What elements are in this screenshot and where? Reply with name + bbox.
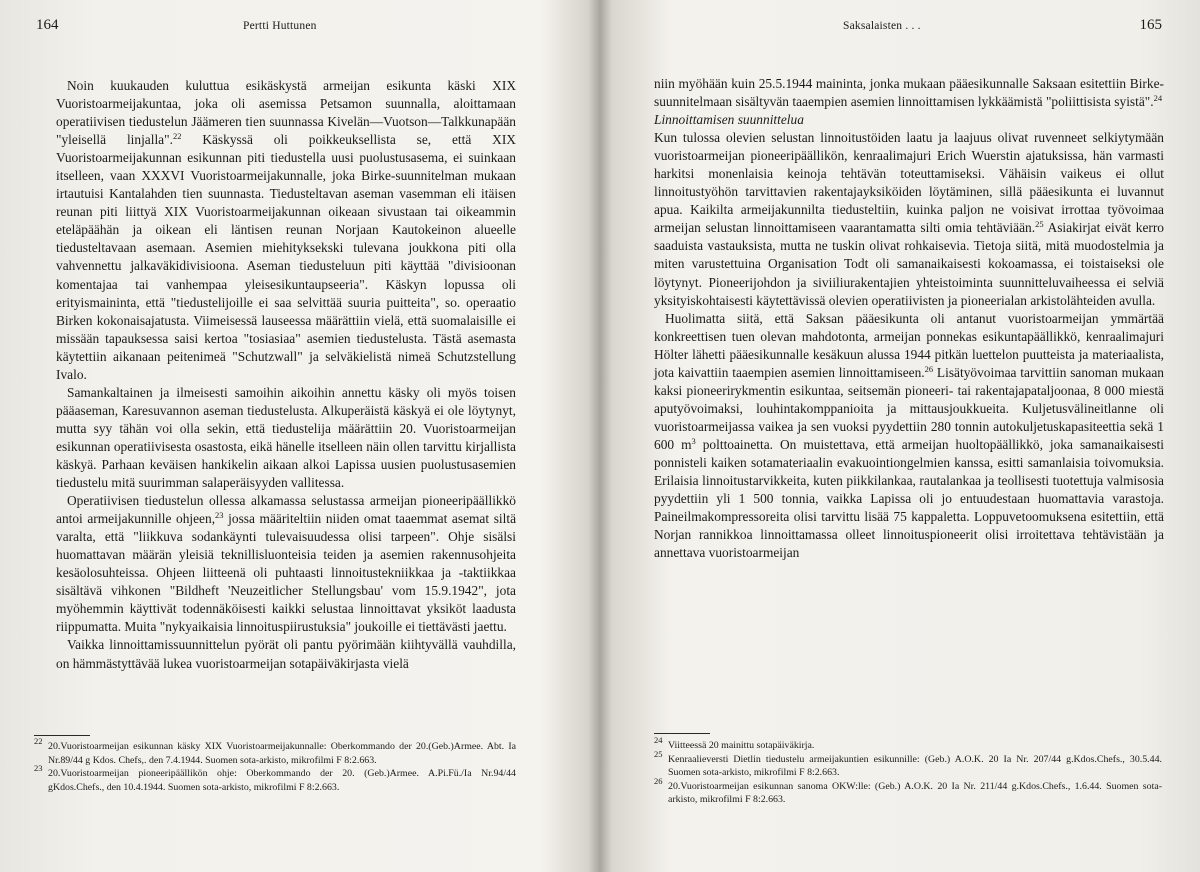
footnote: $^{25}$ Kenraalieversti Dietlin tiedustelu armeijakuntien esikunnille: (Geb.) A.O.K. 20 Ia Nr. 207/44 g.Kdos.Chefs., 30.5.44. Suomen sota-arkisto, mikrofilmi F 8:2.663. [654,748,1162,779]
page-number-left: 164 [36,17,59,33]
running-head-right: Saksalaisten . . . [843,20,921,32]
footnote-text: Viitteessä 20 mainittu sotapäiväkirja. [668,740,815,751]
paragraph [654,310,1164,563]
unit-superscript: 3 [691,435,696,446]
paragraph-text: Asiakirjat eivät kerro saaduista vastauksista, mutta ne tuskin olivat rohkaisevia. Tietoja siitä, mitä muodostelmia ja miten varustettuina Organisation Todt oli samanaikaisesti kokoamassa, ei toistaiseksi ole löytynyt. Pioneerijohdon ja siviiliurakentajien yhteistoiminta suunnitteluvaiheessa ei selviä yksityiskohtaisesti käytettävissä olevien operatiivisten ja pioneerialan arkistolähteiden avulla. [654,220,1165,308]
right-page-header [602,17,1200,37]
paragraph [56,492,516,636]
section-heading: Linnoittamisen suunnittelua [654,112,804,128]
footnote-text: 20.Vuoristoarmeijan esikunnan käsky XIX Vuoristoarmeijakunnalle: Oberkommando der 20.(Geb.)Armee. Abt. Ia Nr.89/44 g Kdos. Chefs,. den 7.4.1944. Suomen sota-arkisto, mikrofilmi F 8:2.663. [48,741,516,766]
running-head-left: Pertti Huttunen [243,20,317,32]
right-page-body [654,75,1164,562]
right-page [602,0,1200,872]
paragraph: Vaikka linnoittamissuunnittelun pyörät oli pantu pyörimään kiihtyvällä vauhdilla, on hämmästyttävää lukea vuoristoarmeijan sotapäiväkirjasta vielä [56,637,516,671]
footnote: $^{26}$ 20.Vuoristoarmeijan esikunnan sanoma OKW:lle: (Geb.) A.O.K. 20 Ia Nr. 211/44 g.Kdos.Chefs., 1.6.44. Suomen sota-arkisto, mikrofilmi F 8:2.663. [654,775,1162,806]
paragraph-text: Operatiivisen tiedustelun ollessa alkamassa selustassa armeijan pioneeripäällikkö antoi armeijakunnille ohjeen, [56,493,516,527]
paragraph-text: polttoainetta. On muistettava, että armeijan huoltopäällikkö, joka samanaikaisesti ponnisteli kaiken sotamateriaalin evakuointiongelmien kanssa, esitti samanlaisia toivomuksia. Erilaisia linnoitustarvikkeita, kuten piikkilankaa, rautalankaa ja teollisesti tuotettuja valmisosia pyydettiin yli 1 500 tonnia, vaikka Lapissa oli jo entuudestaan huomattavia varastoja. Paineilmakompressoreita olisi tarvittu lisää 75 kappaletta. Loppuvetoomuksena esitettiin, että Norjan rannikkoa linnoittamassa olleet linnoituspioneerit olisi irroitettava tehtävistään ja annettava vuoristoarmeijan [654,436,1164,561]
paragraph-text: Huolimatta siitä, että Saksan pääesikunta oli antanut vuoristoarmeijan ymmärtää konkreettisen tuen olevan mahdotonta, armeijan ponnekas esikuntapäällikkö, kenraalimajuri Hölter lähetti pääesikunnalle kesäkuun alussa 1944 pitkän luettelon puutteista ja materiaalista, jota kaivattiin taaempien asemien linnoittamiseen. [654,310,1164,380]
paragraph: Samankaltainen ja ilmeisesti samoihin aikoihin annettu käsky oli myös toisen pääaseman, Karesuvannon aseman tiedustelusta. Alkuperäistä käskyä ei ole löytynyt, mutta syy tähän voi olla sekin, että tiedustelija määrättiin 20. Vuoristoarmeijan esikunnan operatiivisesta osastosta, eikä hänelle itselleen näin ollen tarvittu kirjallista käskyä. Parhaan keväisen hankikelin aikaan alkoi Lapissa uusien puolustusasemien tiedustelu mitä suurimman salaperäisyyden vallitessa. [56,384,516,491]
left-page [0,0,598,872]
footnote-ref: 22 [172,131,182,142]
footnote: $^{24}$ Viitteessä 20 mainittu sotapäiväkirja. [654,735,815,751]
paragraph [654,75,1164,111]
footnote-text: Kenraalieversti Dietlin tiedustelu armeijakuntien esikunnille: (Geb.) A.O.K. 20 Ia Nr. 207/44 g.Kdos.Chefs., 30.5.44. Suomen sota-arkisto, mikrofilmi F 8:2.663. [668,753,1162,779]
footnote-ref: 24 [1153,93,1163,104]
paragraph-text: Lisätyövoimaa tarvittiin sanoman mukaan kaksi pioneerirykmentin esikuntaa, seitsemän pioneeri- tai rakentajapataljoonaa, 8 000 miestä aputyövoimaksi, louhintakomppanioita ja mittausjoukkueita. Kuljetusvälineitlanne oli vuoristoarmeijassa vaikea ja sen vuoksi pyydettiin 280 tonnin autokuljetuskapasiteettia sekä 1 600 m [654,364,1164,452]
paragraph-text: jossa määriteltiin niiden omat taaemmat asemat siltä varalta, että "liikkuva sodankäynti tulevaisuudessa olisi tarpeen". Ohje sisälsi huomattavan määrän yleisiä teknillisluonteisia teiden ja asemien rakennusohjeita kesäolosuhteissa. Ohjeen liitteenä oli puhtaasti linnoitustekniikkaa ja -taktiikkaa sisältävä vihkonen "Bildheft 'Neuzeitlicher Stellungsbau' vom 15.9.1942", jota myöhemmin käyttivät todennäköisesti kaikki selustaa linnoittavat yksiköt laadusta riippumatta. Muita "nykyaikaisia linnoituspiirustuksia" joukoille ei tiettävästi jaettu. [56,511,517,635]
paragraph-text: Käskyssä oli poikkeuksellista se, että XIX Vuoristoarmeijakunnan esikunnan piti tiedustella uusi puolustusasema, ei suinkaan itselleen, vaan XXXVI Vuoristoarmeijakunnalle, joka Birke-suunnitelman mukaan irtautuisi Kantalahden tien suunnasta. Tiedusteltavan aseman vasemman eli itäisen reunan piti liittyä XIX Vuoristoarmeijakunnan oikeaan sivustaan tai oikeammin eteläpäähän ja oikean eli läntisen reunan Norjaan Kautokeinon alueelle tiedusteltavaan asemaan. Asemien miehityksekski tulevana joukkona piti olla vahvennettu jalkaväkidivisioona. Aseman tiedusteluun piti käyttää "divisioonan komentajaa tai vanhempaa yleisesikuntaupseeria". Käskyn lopussa oli erityismaininta, että "tiedustelijoille ei saa selvittää suuria puitteita", so. operaatio Birken kokonaisajatusta. Viimeisessä lauseessa määrättiin vielä, että suomalaisille ei missään tapauksessa saisi kertoa "tosiasiaa" asemien tiedustelusta. Tästä asemasta käytettiin aikanaan peitenimeä "Schutzwall" ja selväkielistä nimeä Schutzstellung Ivalo. [56,132,516,382]
footnotes-left [34,736,516,794]
paragraph [56,77,516,384]
footnote-rule [654,733,710,734]
paragraph-text: Noin kuukauden kuluttua esikäskystä armeijan esikunta käski XIX Vuoristoarmeijakuntaa, joka oli asemissa Petsamon suunnalla, aloittamaan operatiivisen tiedustelun Jäämeren tien suunnassa Kivelän—Vuotson—Talkkunapään "yleisellä linjalla". [56,78,516,148]
footnote-ref: 26 [924,363,934,374]
paragraph-text: niin myöhään kuin 25.5.1944 maininta, jonka mukaan pääesikunnalle Saksaan esitettiin Birke-suunnitelmaan sisältyvän taaempien asemien linnoittamisen lykkäämistä "poliittisista syistä". [654,76,1164,110]
left-page-header [0,17,598,37]
footnote-text: 20.Vuoristoarmeijan esikunnan sanoma OKW:lle: (Geb.) A.O.K. 20 Ia Nr. 211/44 g.Kdos.Chefs., 1.6.44. Suomen sota-arkisto, mikrofilmi F 8:2.663. [668,780,1162,806]
footnote: $^{23}$ 20.Vuoristoarmeijan pioneeripäällikön ohje: Oberkommando der 20. (Geb.)Armee. A.Pi.Fü./Ia Nr.94/44 gKdos.Chefs., den 10.4.1944. Suomen sota-arkisto, mikrofilmi F 8:2.663. [34,763,516,793]
page-number-right: 165 [1139,17,1162,33]
footnote: $^{22}$ 20.Vuoristoarmeijan esikunnan käsky XIX Vuoristoarmeijakunnalle: Oberkommando der 20.(Geb.)Armee. Abt. Ia Nr.89/44 g Kdos. Chefs,. den 7.4.1944. Suomen sota-arkisto, mikrofilmi F 8:2.663. [34,736,516,766]
footnote-ref: 23 [215,510,224,521]
footnote-text: 20.Vuoristoarmeijan pioneeripäällikön ohje: Oberkommando der 20. (Geb.)Armee. A.Pi.Fü./Ia Nr.94/44 gKdos.Chefs., den 10.4.1944. Suomen sota-arkisto, mikrofilmi F 8:2.663. [48,768,516,793]
footnotes-right [654,735,1162,807]
footnote-ref: 25 [1035,219,1044,230]
left-page-body [56,77,516,673]
paragraph [654,129,1164,309]
paragraph-text: Kun tulossa olevien selustan linnoitustöiden laatu ja laajuus olivat ruvenneet selkiytymään vuoristoarmeijan pioneeripäällikön, kenraalimajuri Erich Wuerstin ajatuksissa, hän varmasti harkitsi monenlaisia keinoja tehtävän toteuttamiseksi. Vähäisin vaikeus ei ollut linnoitustyöhön tarvittavien rakentajayksiköiden löytäminen, sillä pääesikunta ei luvannut apua. Kaikilta armeijakunnilta tiedusteltiin, kuinka paljon ne voisivat irrottaa työvoimaa armeijan selustan linnoittamiseen vaarantamatta silti omia tehtäviään. [654,130,1164,236]
